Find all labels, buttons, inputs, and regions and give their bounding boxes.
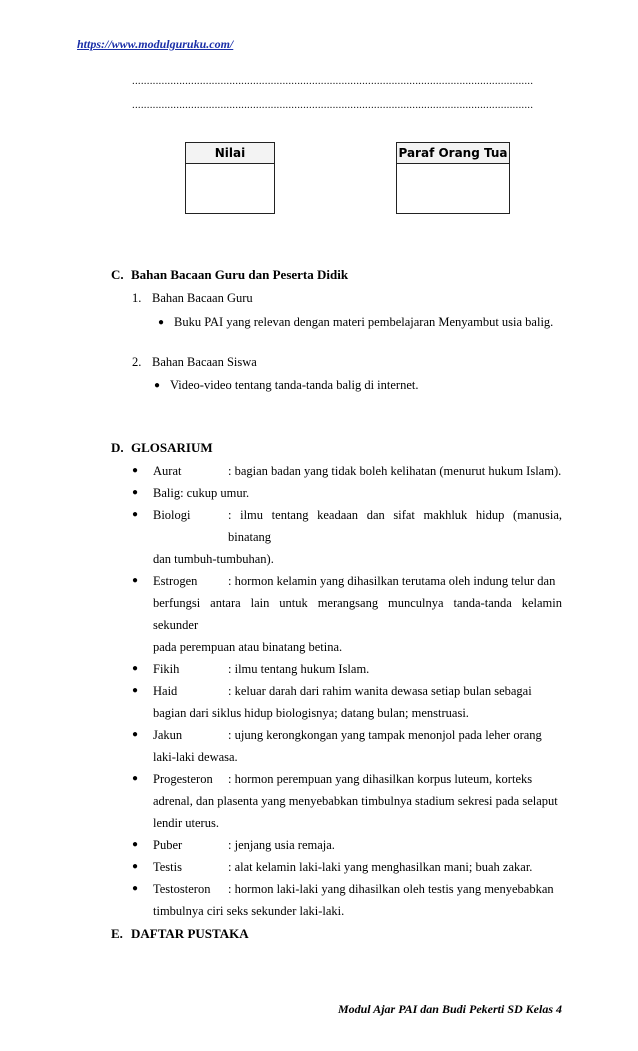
glossary-entry xyxy=(132,504,562,570)
glossary-entry xyxy=(132,570,562,658)
glossary-term: Biologi xyxy=(153,508,191,522)
glossary-continuation: lendir uterus. xyxy=(153,816,219,830)
glossary-term: Estrogen xyxy=(153,574,198,588)
bullet-text: Video-video tentang tanda-tanda balig di internet. xyxy=(170,378,419,392)
glossary-term: Balig: cukup umur. xyxy=(153,486,250,500)
glossary-term: Testosteron xyxy=(153,882,211,896)
glossary-continuation: pada perempuan atau binatang betina. xyxy=(153,640,343,654)
item-label: Bahan Bacaan Siswa xyxy=(152,355,257,369)
bullet-icon: ● xyxy=(132,861,139,872)
glossary-entry xyxy=(132,878,562,922)
glossary-entry xyxy=(132,856,562,878)
glossary-definition: : hormon perempuan yang dihasilkan korpus luteum, korteks xyxy=(228,772,533,786)
section-e-title: DAFTAR PUSTAKA xyxy=(131,926,249,941)
bullet-icon: ● xyxy=(132,663,139,674)
glossary-term: Fikih xyxy=(153,662,180,676)
bullet-icon: ● xyxy=(132,465,139,476)
glossary-continuation: laki-laki dewasa. xyxy=(153,750,238,764)
bullet-icon: ● xyxy=(132,509,139,520)
section-d-title: GLOSARIUM xyxy=(131,440,213,455)
section-c-item-1-bullet xyxy=(158,315,553,330)
glossary-continuation: dan tumbuh-tumbuhan). xyxy=(153,552,274,566)
paraf-orang-tua-box xyxy=(396,142,510,214)
glossary-definition: : ilmu tentang keadaan dan sifat makhluk hidup (manusia, binatang xyxy=(228,508,562,544)
section-c-item-1 xyxy=(132,291,253,306)
glossary-definition: : keluar darah dari rahim wanita dewasa setiap bulan sebagai xyxy=(228,684,532,698)
glossary-continuation: bagian dari siklus hidup biologisnya; datang bulan; menstruasi. xyxy=(153,706,469,720)
glossary-definition: : hormon laki-laki yang dihasilkan oleh testis yang menyebabkan xyxy=(228,882,554,896)
glossary-continuation: timbulnya ciri seks sekunder laki-laki. xyxy=(153,904,345,918)
section-d-letter: D. xyxy=(111,440,124,455)
glossary-entry xyxy=(132,658,562,680)
glossary-term: Testis xyxy=(153,860,182,874)
glossary-continuation: adrenal, dan plasenta yang menyebabkan timbulnya stadium sekresi pada selaput xyxy=(153,794,558,808)
section-e-letter: E. xyxy=(111,926,123,941)
bullet-icon: ● xyxy=(132,839,139,850)
item-number: 2. xyxy=(132,355,142,369)
glossary-term: Jakun xyxy=(153,728,183,742)
glossary-entry xyxy=(132,768,562,834)
section-c-item-2 xyxy=(132,355,257,370)
answer-line-1: ........................................................................................................................................ xyxy=(132,75,534,87)
glossary-term: Aurat xyxy=(153,464,182,478)
section-c-item-2-bullet xyxy=(154,378,418,393)
glossary-definition: : bagian badan yang tidak boleh kelihatan (menurut hukum Islam). xyxy=(228,464,562,478)
glossary-term: Puber xyxy=(153,838,183,852)
section-e-heading xyxy=(111,926,249,942)
bullet-icon: ● xyxy=(132,487,139,498)
glossary-entry xyxy=(132,680,562,724)
glossary-entry xyxy=(132,482,562,504)
paraf-box-label: Paraf Orang Tua xyxy=(397,143,509,164)
bullet-icon: ● xyxy=(132,685,139,696)
section-c-heading xyxy=(111,267,348,283)
glossary-definition: : ujung kerongkongan yang tampak menonjol pada leher orang xyxy=(228,728,542,742)
section-c-letter: C. xyxy=(111,267,124,282)
item-label: Bahan Bacaan Guru xyxy=(152,291,253,305)
glossary-list xyxy=(132,460,562,922)
header-url-link[interactable]: https://www.modulguruku.com/ xyxy=(77,37,234,51)
section-d-heading xyxy=(111,440,213,456)
glossary-entry xyxy=(132,460,562,482)
glossary-entry xyxy=(132,834,562,856)
glossary-definition: : ilmu tentang hukum Islam. xyxy=(228,662,370,676)
bullet-icon: ● xyxy=(158,317,165,328)
glossary-term: Haid xyxy=(153,684,178,698)
nilai-box xyxy=(185,142,275,214)
glossary-entry xyxy=(132,724,562,768)
answer-line-2: ........................................................................................................................................ xyxy=(132,99,534,111)
glossary-continuation: berfungsi antara lain untuk merangsang munculnya tanda-tanda kelamin sekunder xyxy=(153,596,562,632)
footer-text: Modul Ajar PAI dan Budi Pekerti SD Kelas 4 xyxy=(337,1002,562,1016)
bullet-icon: ● xyxy=(132,773,139,784)
glossary-term: Progesteron xyxy=(153,772,213,786)
item-number: 1. xyxy=(132,291,142,305)
glossary-definition: : jenjang usia remaja. xyxy=(228,838,335,852)
glossary-definition: : hormon kelamin yang dihasilkan terutama oleh indung telur dan xyxy=(228,574,556,588)
bullet-icon: ● xyxy=(132,883,139,894)
nilai-box-label: Nilai xyxy=(186,143,274,164)
bullet-icon: ● xyxy=(154,380,161,391)
glossary-definition: : alat kelamin laki-laki yang menghasilkan mani; buah zakar. xyxy=(228,860,533,874)
section-c-title: Bahan Bacaan Guru dan Peserta Didik xyxy=(131,267,349,282)
bullet-text: Buku PAI yang relevan dengan materi pembelajaran Menyambut usia balig. xyxy=(174,315,554,329)
bullet-icon: ● xyxy=(132,729,139,740)
bullet-icon: ● xyxy=(132,575,139,586)
